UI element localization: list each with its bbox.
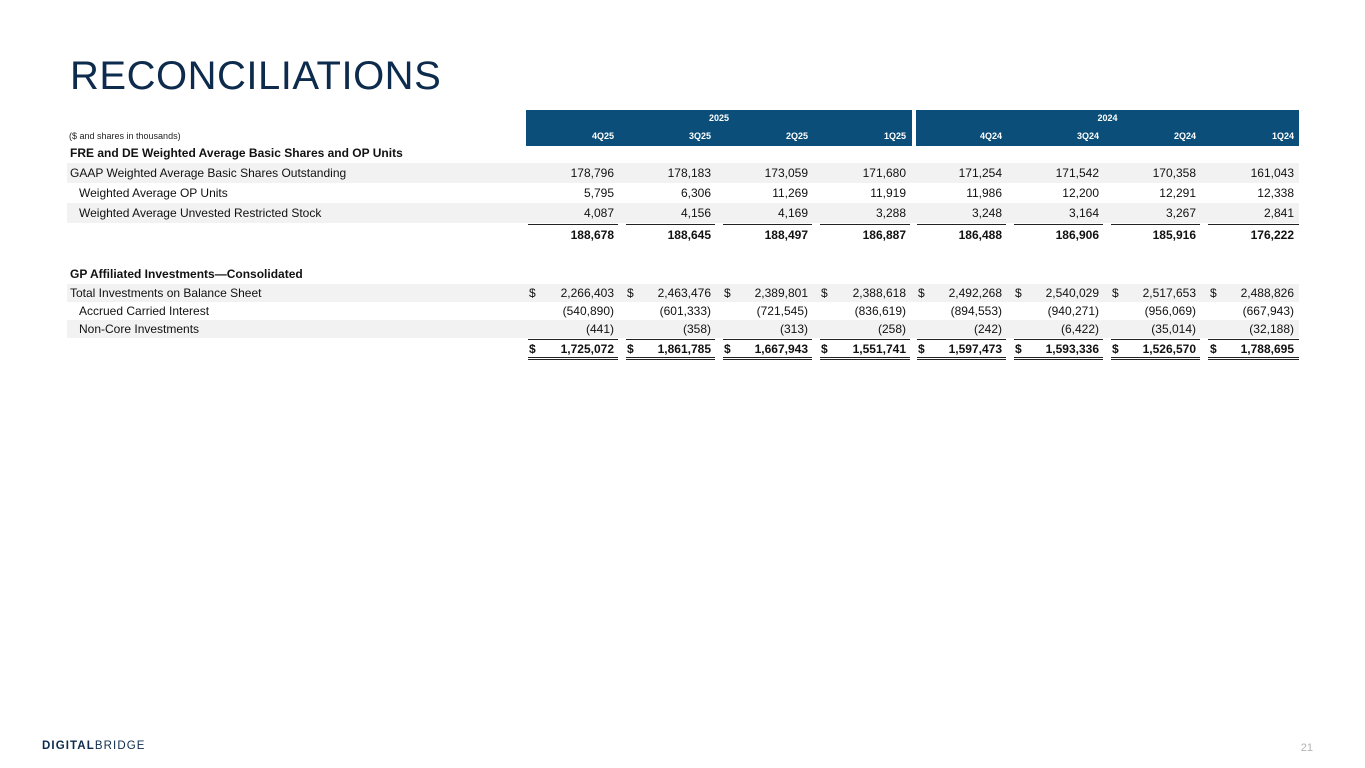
currency-symbol: $ [918,342,925,356]
quarter-header: 3Q25 [688,131,711,141]
subtotal-rule [626,224,715,225]
total-double-rule [626,357,715,360]
digitalbridge-logo [42,740,146,752]
subtotal-rule [723,224,812,225]
table-cell: 178,796 [570,166,614,180]
section-title: FRE and DE Weighted Average Basic Shares and OP Units [70,146,403,160]
table-cell: 6,306 [680,186,711,200]
table-cell: 11,986 [966,186,1002,200]
total-double-rule [528,357,618,360]
subtotal-rule [1111,339,1200,340]
subtotal-rule [917,224,1006,225]
subtotal-rule [626,339,715,340]
table-cell: 12,200 [1062,186,1099,200]
total-cell: 176,222 [1250,228,1294,242]
total-cell: 1,593,336 [1045,342,1099,356]
currency-symbol: $ [821,286,828,300]
table-cell: 3,267 [1165,206,1196,220]
table-cell: 173,059 [764,166,808,180]
section-title: GP Affiliated Investments—Consolidated [70,267,303,281]
total-cell: 186,906 [1055,228,1099,242]
units-note: ($ and shares in thousands) [69,131,181,141]
total-double-rule [1208,357,1299,360]
table-cell: 2,540,029 [1045,286,1099,300]
row-label: Weighted Average Unvested Restricted Stock [79,206,322,220]
table-cell: (313) [779,322,808,336]
subtotal-rule [1014,339,1103,340]
page-number: 21 [1300,742,1313,754]
total-cell: 185,916 [1152,228,1196,242]
table-cell: (601,333) [659,304,711,318]
page-title: RECONCILIATIONS [70,54,442,98]
row-label: Total Investments on Balance Sheet [70,286,262,300]
total-cell: 188,678 [570,228,614,242]
total-cell: 188,645 [667,228,711,242]
total-cell: 186,488 [958,228,1002,242]
quarter-header: 1Q24 [1271,131,1294,141]
table-cell: 2,492,268 [948,286,1002,300]
table-cell: 178,183 [667,166,711,180]
total-cell: 1,725,072 [560,342,614,356]
total-cell: 186,887 [862,228,906,242]
table-cell: (441) [585,322,614,336]
table-cell: (358) [682,322,711,336]
currency-symbol: $ [1210,342,1217,356]
quarter-header: 2Q25 [785,131,808,141]
currency-symbol: $ [1015,342,1022,356]
total-double-rule [820,357,910,360]
logo-part-1: DIGITAL [42,740,95,752]
table-cell: 171,254 [958,166,1002,180]
year-header-2024: 2024 [1097,113,1118,123]
table-cell: 3,164 [1068,206,1099,220]
total-cell: 1,526,570 [1142,342,1196,356]
table-cell: 2,389,801 [754,286,808,300]
currency-symbol: $ [724,286,731,300]
table-cell: (6,422) [1060,322,1099,336]
subtotal-rule [528,339,618,340]
subtotal-rule [1208,224,1299,225]
table-cell: 4,156 [680,206,711,220]
table-cell: 12,338 [1257,186,1294,200]
table-cell: (258) [877,322,906,336]
table-cell: 2,841 [1263,206,1294,220]
total-cell: 1,788,695 [1240,342,1294,356]
subtotal-rule [1208,339,1299,340]
table-cell: 3,248 [971,206,1002,220]
subtotal-rule [723,339,812,340]
currency-symbol: $ [1015,286,1022,300]
table-cell: 11,269 [772,186,808,200]
currency-symbol: $ [627,286,634,300]
currency-symbol: $ [1112,286,1119,300]
table-cell: (35,014) [1151,322,1196,336]
row-label: Accrued Carried Interest [79,304,210,318]
table-cell: 2,388,618 [852,286,906,300]
total-double-rule [917,357,1006,360]
table-cell: 171,542 [1055,166,1099,180]
table-cell: (956,069) [1144,304,1196,318]
currency-symbol: $ [821,342,828,356]
subtotal-rule [917,339,1006,340]
table-cell: 5,795 [583,186,614,200]
total-cell: 1,597,473 [948,342,1002,356]
total-double-rule [723,357,812,360]
total-cell: 1,667,943 [754,342,808,356]
table-cell: (940,271) [1047,304,1099,318]
table-cell: 170,358 [1152,166,1196,180]
subtotal-rule [820,339,910,340]
total-double-rule [1014,357,1103,360]
table-cell: 12,291 [1159,186,1196,200]
year-header-2025: 2025 [708,113,730,123]
table-cell: (32,188) [1249,322,1294,336]
table-cell: (242) [973,322,1002,336]
quarter-header: 2Q24 [1173,131,1196,141]
currency-symbol: $ [529,286,536,300]
table-cell: (667,943) [1242,304,1294,318]
row-label: Non-Core Investments [79,322,200,336]
table-cell: 2,463,476 [657,286,711,300]
table-cell: (894,553) [950,304,1002,318]
table-cell: 11,919 [870,186,906,200]
currency-symbol: $ [918,286,925,300]
table-cell: (540,890) [562,304,614,318]
total-cell: 1,551,741 [852,342,906,356]
logo-part-2: BRIDGE [94,740,146,752]
currency-symbol: $ [1210,286,1217,300]
table-cell: 2,266,403 [560,286,614,300]
table-cell: (721,545) [756,304,808,318]
table-cell: 3,288 [875,206,906,220]
subtotal-rule [820,224,910,225]
table-cell: (836,619) [854,304,906,318]
row-label: GAAP Weighted Average Basic Shares Outstanding [70,166,347,180]
total-double-rule [1111,357,1200,360]
quarter-header: 3Q24 [1076,131,1099,141]
table-cell: 2,517,653 [1142,286,1196,300]
subtotal-rule [528,224,618,225]
subtotal-rule [1014,224,1103,225]
currency-symbol: $ [1112,342,1119,356]
quarter-header: 1Q25 [883,131,906,141]
subtotal-rule [1111,224,1200,225]
currency-symbol: $ [529,342,536,356]
currency-symbol: $ [724,342,731,356]
table-cell: 4,087 [583,206,614,220]
total-cell: 1,861,785 [657,342,711,356]
total-cell: 188,497 [764,228,808,242]
quarter-header: 4Q25 [591,131,614,141]
table-cell: 4,169 [777,206,808,220]
currency-symbol: $ [627,342,634,356]
row-label: Weighted Average OP Units [79,186,228,200]
table-cell: 2,488,826 [1240,286,1294,300]
table-cell: 161,043 [1250,166,1294,180]
quarter-header: 4Q24 [979,131,1002,141]
table-cell: 171,680 [862,166,906,180]
